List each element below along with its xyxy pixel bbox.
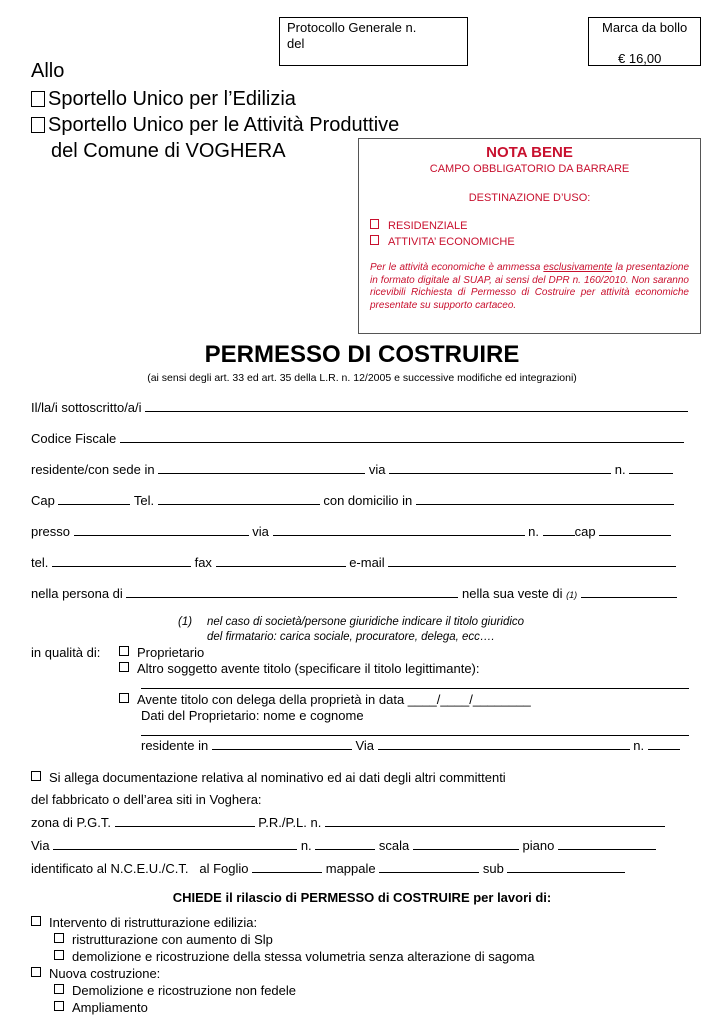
cap-input[interactable] (58, 493, 130, 505)
nota-destination-label: DESTINAZIONE D’USO: (468, 192, 591, 204)
row-presso: presso via n. cap (31, 524, 671, 539)
sottoscritto-input[interactable] (145, 400, 688, 412)
row-indirizzo: Via n. scala piano (31, 838, 656, 853)
address-to: Allo (31, 60, 65, 82)
chiede-heading: CHIEDE il rilascio di PERMESSO di COSTRUIRE per lavori di: (172, 890, 552, 905)
row-catasto: identificato al N.C.E.U./C.T. al Foglio mappale sub (31, 861, 625, 876)
nota-option-residenziale[interactable]: RESIDENZIALE (370, 219, 467, 232)
nota-option-economiche[interactable]: ATTIVITA’ ECONOMICHE (370, 235, 515, 248)
residente-input[interactable] (158, 462, 365, 474)
proprietario-civico-input[interactable] (648, 738, 680, 750)
checkbox[interactable] (119, 662, 129, 672)
civico-input[interactable] (629, 462, 673, 474)
row-cap-tel: Cap Tel. con domicilio in (31, 493, 674, 508)
nota-bene-box (358, 138, 701, 334)
protocol-box (279, 17, 468, 66)
page-subtitle: (ai sensi degli art. 33 ed art. 35 della L.R. n. 12/2005 e successive modifiche ed integrazioni) (147, 372, 577, 384)
row-codice-fiscale: Codice Fiscale (31, 431, 684, 446)
protocol-label: Protocollo Generale n. (287, 20, 417, 35)
footnote-line2: del firmatario: carica sociale, procuratore, delega, ecc…. (207, 631, 495, 643)
row-zona: zona di P.G.T. P.R./P.L. n. (31, 815, 665, 830)
stamp-box (588, 17, 701, 66)
row-contacts: tel. fax e-mail (31, 555, 676, 570)
allegato-via-input[interactable] (53, 838, 297, 850)
checkbox[interactable] (54, 984, 64, 994)
checkbox[interactable] (31, 117, 45, 133)
checkbox[interactable] (54, 933, 64, 943)
chiede-option-demolizione-sagoma[interactable]: demolizione e ricostruzione della stessa volumetria senza alterazione di sagoma (54, 949, 534, 964)
checkbox[interactable] (54, 1001, 64, 1011)
proprietario-residente-input[interactable] (212, 738, 352, 750)
row-sottoscritto: Il/la/i sottoscritto/a/i (31, 400, 688, 415)
stamp-label: Marca da bollo (602, 20, 688, 35)
email-input[interactable] (388, 555, 676, 567)
allegato-option[interactable]: Si allega documentazione relativa al nominativo ed ai dati degli altri committenti (31, 770, 506, 785)
address-option-edilizia[interactable]: Sportello Unico per l’Edilizia (31, 88, 296, 111)
persona-input[interactable] (126, 586, 458, 598)
presso-via-input[interactable] (273, 524, 525, 536)
allegato-civico-input[interactable] (315, 838, 375, 850)
dati-proprietario-label: Dati del Proprietario: nome e cognome (141, 708, 364, 723)
address-comune: del Comune di VOGHERA (51, 140, 286, 162)
chiede-option-aumento-slp[interactable]: ristrutturazione con aumento di Slp (54, 932, 273, 947)
chiede-option-ristrutturazione[interactable]: Intervento di ristrutturazione edilizia: (31, 915, 257, 930)
tel-input[interactable] (158, 493, 320, 505)
proprietario-nome-input[interactable] (141, 735, 689, 736)
piano-input[interactable] (558, 838, 656, 850)
footnote-number: (1) (178, 616, 193, 628)
altro-titolo-input[interactable] (141, 688, 689, 689)
chiede-option-demolizione-non-fedele[interactable]: Demolizione e ricostruzione non fedele (54, 983, 296, 998)
domicilio-input[interactable] (416, 493, 674, 505)
checkbox[interactable] (119, 693, 129, 703)
checkbox[interactable] (31, 91, 45, 107)
checkbox[interactable] (31, 967, 41, 977)
qualita-option-proprietario[interactable]: Proprietario (119, 645, 204, 660)
allegato-line2: del fabbricato o dell’area siti in Voghera: (31, 792, 262, 807)
scala-input[interactable] (413, 838, 519, 850)
qualita-label: in qualità di: (31, 645, 101, 660)
nota-text: Per le attività economiche è ammessa esclusivamente la presentazione in formato digitale al SUAP, ai sensi del DPR n. 160/2010. Non saranno ricevibili Richiesta di Permesso di Costruire per attività economiche presentate su supporto cartaceo. (370, 262, 690, 311)
presso-cap-input[interactable] (599, 524, 671, 536)
row-residente: residente/con sede in via n. (31, 462, 673, 477)
protocol-date-label: del (287, 36, 305, 51)
row-persona: nella persona di nella sua veste di (1) (31, 586, 677, 601)
chiede-option-nuova-costruzione[interactable]: Nuova costruzione: (31, 966, 160, 981)
veste-input[interactable] (581, 586, 677, 598)
footnote-line1: nel caso di società/persone giuridiche indicare il titolo giuridico (207, 616, 525, 628)
nota-subtitle: CAMPO OBBLIGATORIO DA BARRARE (429, 163, 630, 175)
page-title: PERMESSO DI COSTRUIRE (204, 341, 520, 368)
foglio-input[interactable] (252, 861, 322, 873)
address-option-suap[interactable]: Sportello Unico per le Attività Produttive (31, 114, 399, 137)
zona-input[interactable] (115, 815, 255, 827)
proprietario-via-input[interactable] (378, 738, 630, 750)
prpl-input[interactable] (325, 815, 665, 827)
checkbox[interactable] (31, 916, 41, 926)
checkbox[interactable] (370, 219, 379, 229)
mappale-input[interactable] (379, 861, 479, 873)
sub-input[interactable] (507, 861, 625, 873)
checkbox[interactable] (54, 950, 64, 960)
row-proprietario-residenza: residente in Via n. (141, 738, 680, 753)
presso-input[interactable] (74, 524, 249, 536)
qualita-option-altro[interactable]: Altro soggetto avente titolo (specificare il titolo legittimante): (119, 661, 480, 676)
codice-fiscale-input[interactable] (120, 431, 684, 443)
chiede-option-ampliamento[interactable]: Ampliamento (54, 1000, 148, 1015)
checkbox[interactable] (119, 646, 129, 656)
tel-lower-input[interactable] (52, 555, 191, 567)
via-input[interactable] (389, 462, 611, 474)
qualita-option-delega[interactable]: Avente titolo con delega della proprietà in data ____/____/________ (119, 692, 531, 707)
nota-title: NOTA BENE (486, 144, 573, 161)
checkbox[interactable] (31, 771, 41, 781)
stamp-amount: € 16,00 (618, 51, 662, 66)
presso-civico-input[interactable] (543, 524, 575, 536)
checkbox[interactable] (370, 235, 379, 245)
fax-input[interactable] (216, 555, 346, 567)
